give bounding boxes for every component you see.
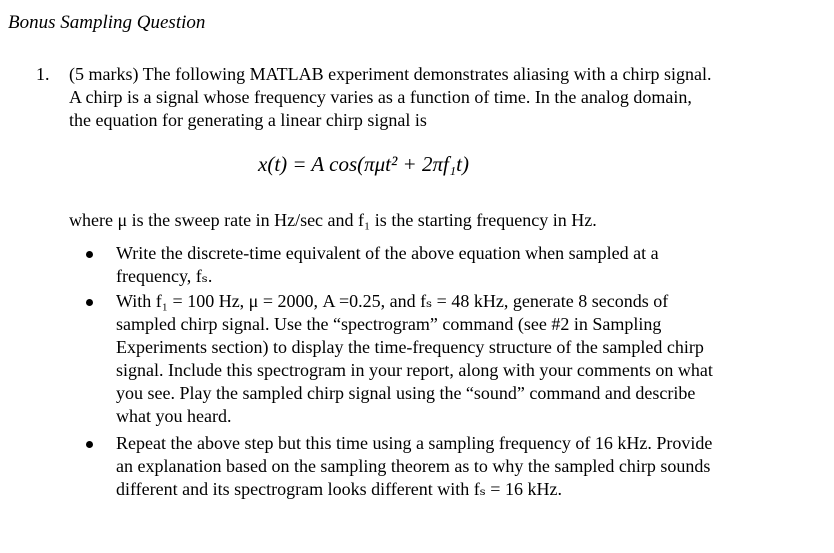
bullet-dot-icon (86, 251, 93, 258)
bullet-item (86, 432, 826, 501)
bullet-line: frequency, fₛ. (116, 266, 213, 286)
bullet-line: what you heard. (116, 406, 232, 426)
chirp-equation: x(t) = A cos(πμt² + 2πf₁t) (258, 152, 469, 176)
bullet-dot-icon (86, 441, 93, 448)
document-heading: Bonus Sampling Question (8, 12, 206, 33)
where-line: where μ is the sweep rate in Hz/sec and f₁ is the starting frequency in Hz. (69, 210, 597, 230)
intro-line: A chirp is a signal whose frequency varies as a function of time. In the analog domain, (69, 87, 692, 107)
bullet-line: different and its spectrogram looks different with fₛ = 16 kHz. (116, 479, 562, 499)
bullet-item (86, 242, 826, 288)
bullet-line: Write the discrete-time equivalent of the above equation when sampled at a (116, 243, 659, 263)
bullet-line: sampled chirp signal. Use the “spectrogram” command (see #2 in Sampling (116, 314, 662, 334)
bullet-line: an explanation based on the sampling theorem as to why the sampled chirp sounds (116, 456, 711, 476)
bullet-line: With f₁ = 100 Hz, μ = 2000, A =0.25, and fₛ = 48 kHz, generate 8 seconds of (116, 291, 669, 311)
bullet-line: Experiments section) to display the time-frequency structure of the sampled chirp (116, 337, 704, 357)
bullet-dot-icon (86, 299, 93, 306)
bullet-line: you see. Play the sampled chirp signal using the “sound” command and describe (116, 383, 696, 403)
question-intro (69, 63, 819, 132)
bullet-line: Repeat the above step but this time using a sampling frequency of 16 kHz. Provide (116, 433, 713, 453)
question-number: 1. (36, 64, 50, 84)
intro-line: the equation for generating a linear chirp signal is (69, 110, 427, 130)
intro-line: (5 marks) The following MATLAB experiment demonstrates aliasing with a chirp signal. (69, 64, 712, 84)
bullet-line: signal. Include this spectrogram in your report, along with your comments on what (116, 360, 713, 380)
bullet-item (86, 290, 826, 428)
